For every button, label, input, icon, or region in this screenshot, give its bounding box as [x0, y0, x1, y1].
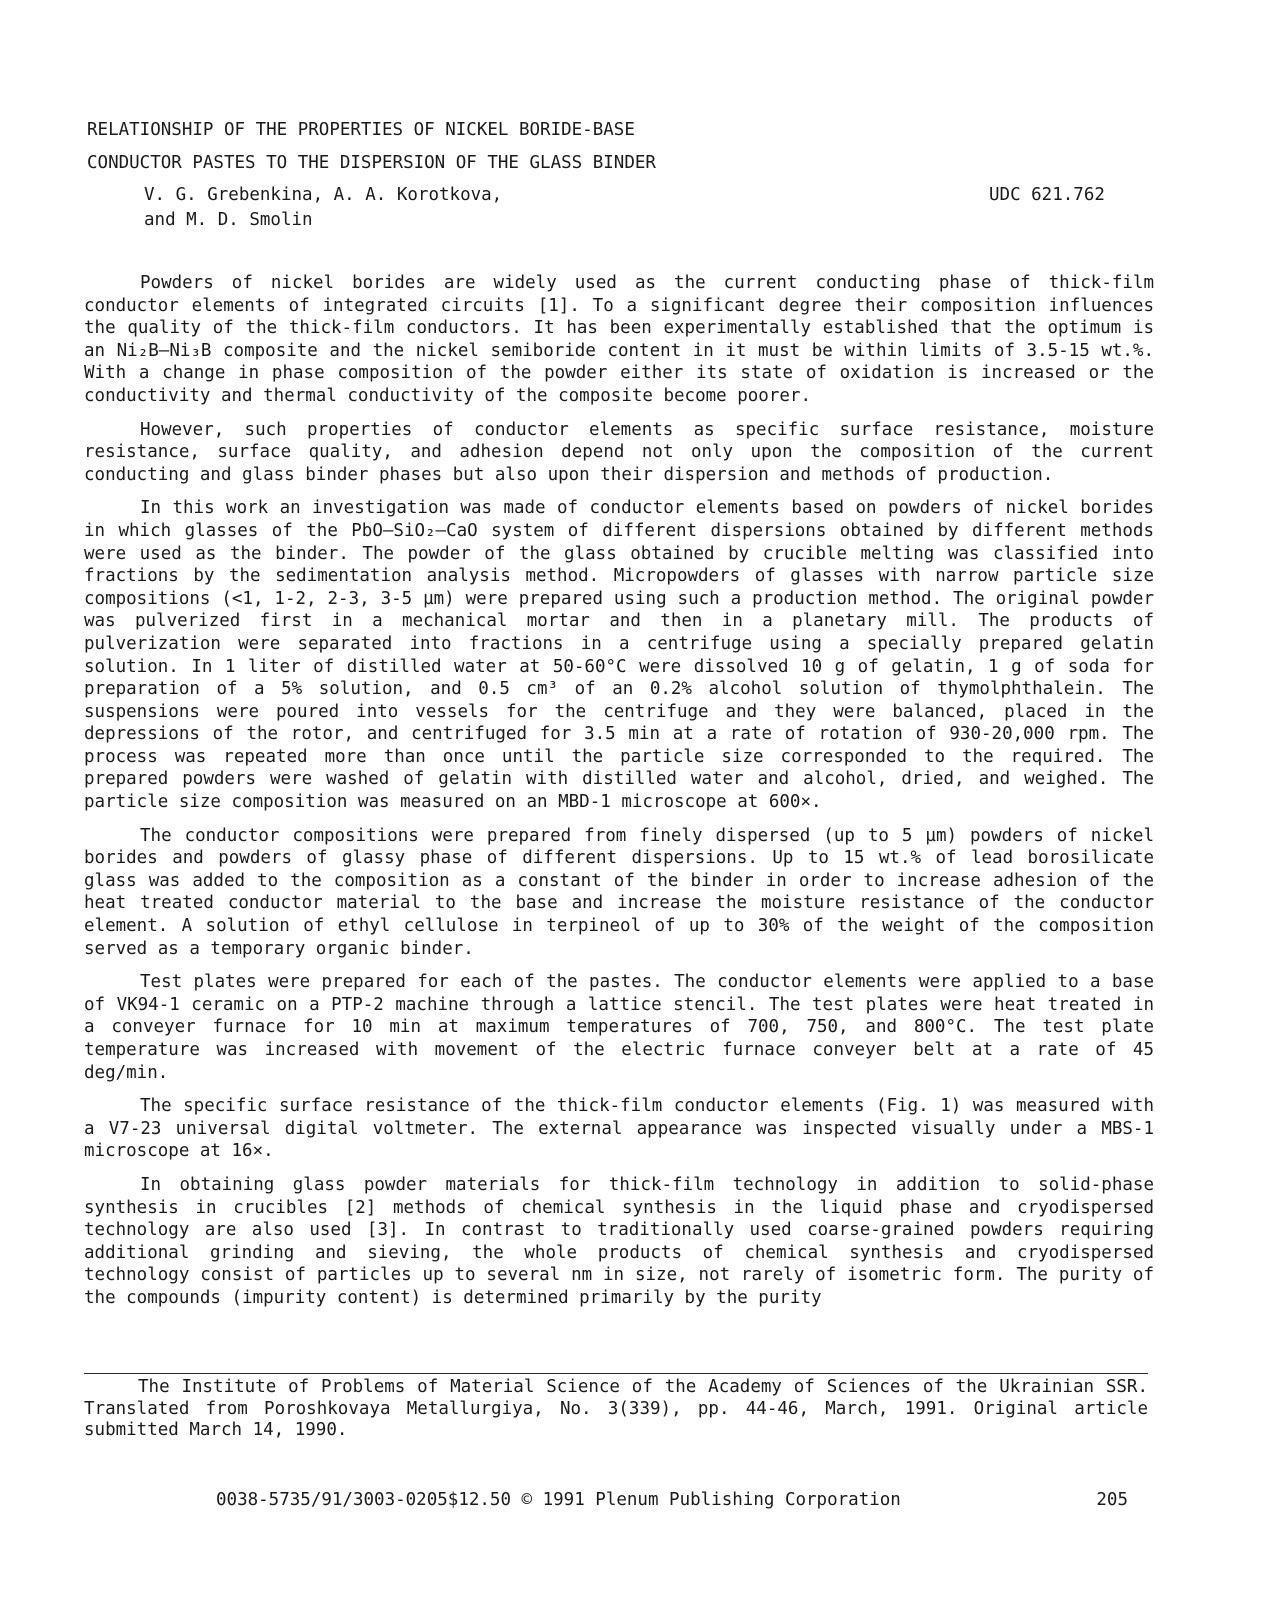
article-title	[87, 114, 1087, 180]
footnote-divider	[84, 1373, 1148, 1374]
article-body	[84, 272, 1154, 1321]
title-line-1: RELATIONSHIP OF THE PROPERTIES OF NICKEL BORIDE-BASE	[87, 120, 635, 140]
paragraph-7: In obtaining glass powder materials for thick-film technology in addition to solid-phase synthesis in crucibles [2] methods of chemical synthesis in the liquid phase and cryodispersed technology are also used [3]. In contrast to traditionally used coarse-grained powders requiring additional grinding and sieving, the whole products of chemical synthesis and cryodispersed technology consist of particles up to several nm in size, not rarely of isometric form. The purity of the compounds (impurity content) is determined primarily by the purity	[84, 1174, 1154, 1308]
page-footer	[216, 1487, 1146, 1513]
authors-line-2: and M. D. Smolin	[144, 210, 313, 230]
title-line-2: CONDUCTOR PASTES TO THE DISPERSION OF THE GLASS BINDER	[87, 153, 656, 173]
paragraph-2: However, such properties of conductor elements as specific surface resistance, moisture resistance, surface quality, and adhesion depend not only upon the composition of the current conducting and glass binder phases but also upon their dispersion and methods of production.	[84, 419, 1154, 485]
authors-line-1: V. G. Grebenkina, A. A. Korotkova,	[144, 185, 503, 205]
footnote-text: The Institute of Problems of Material Science of the Academy of Sciences of the Ukrainian SSR. Translated from Poroshkovaya Metallurgiya, No. 3(339), pp. 44-46, March, 1991. Original article submitted March 14, 1990.	[84, 1377, 1148, 1440]
author-list	[144, 183, 704, 233]
footnote	[84, 1377, 1148, 1442]
paragraph-6: The specific surface resistance of the thick-film conductor elements (Fig. 1) was measured with a V7-23 universal digital voltmeter. The external appearance was inspected visually under a MBS-1 microscope at 16×.	[84, 1096, 1154, 1162]
paragraph-5: Test plates were prepared for each of the pastes. The conductor elements were applied to a base of VK94-1 ceramic on a PTP-2 machine through a lattice stencil. The test plates were heat treated in a conveyer furnace for 10 min at maximum temperatures of 700, 750, and 800°C. The test plate temperature was increased with movement of the electric furnace conveyer belt at a rate of 45 deg/min.	[84, 972, 1154, 1083]
page-number: 205	[1096, 1490, 1128, 1510]
paragraph-4: The conductor compositions were prepared from finely dispersed (up to 5 µm) powders of nickel borides and powders of glassy phase of different dispersions. Up to 15 wt.% of lead borosilicate glass was added to the composition as a constant of the binder in order to increase adhesion of the heat treated conductor material to the base and increase the moisture resistance of the conductor element. A solution of ethyl cellulose in terpineol of up to 30% of the weight of the composition served as a temporary organic binder.	[84, 825, 1154, 959]
paragraph-1: Powders of nickel borides are widely used as the current conducting phase of thick-film conductor elements of integrated circuits [1]. To a significant degree their composition influences the quality of the thick-film conductors. It has been experimentally established that the optimum is an Ni₂B—Ni₃B composite and the nickel semiboride content in it must be within limits of 3.5-15 wt.%. With a change in phase composition of the powder either its state of oxidation is increased or the conductivity and thermal conductivity of the composite become poorer.	[84, 273, 1154, 406]
copyright-line: 0038-5735/91/3003-0205$12.50 © 1991 Plenum Publishing Corporation	[216, 1490, 901, 1510]
udc-code: UDC 621.762	[989, 185, 1105, 205]
paragraph-3: In this work an investigation was made of conductor elements based on powders of nickel borides in which glasses of the PbO—SiO₂—CaO system of different dispersions obtained by different methods were used as the binder. The powder of the glass obtained by crucible melting was classified into fractions by the sedimentation analysis method. Micropowders of glasses with narrow particle size compositions (<1, 1-2, 2-3, 3-5 µm) were prepared using such a production method. The original powder was pulverized first in a mechanical mortar and then in a planetary mill. The products of pulverization were separated into fractions in a centrifuge using a specially prepared gelatin solution. In 1 liter of distilled water at 50-60°C were dissolved 10 g of gelatin, 1 g of soda for preparation of a 5% solution, and 0.5 cm³ of an 0.2% alcohol solution of thymolphthalein. The suspensions were poured into vessels for the centrifuge and they were balanced, placed in the depressions of the rotor, and centrifuged for 3.5 min at a rate of rotation of 930-20,000 rpm. The process was repeated more than once until the particle size corresponded to the required. The prepared powders were washed of gelatin with distilled water and alcohol, dried, and weighed. The particle size composition was measured on an MBD-1 microscope at 600×.	[84, 498, 1154, 813]
